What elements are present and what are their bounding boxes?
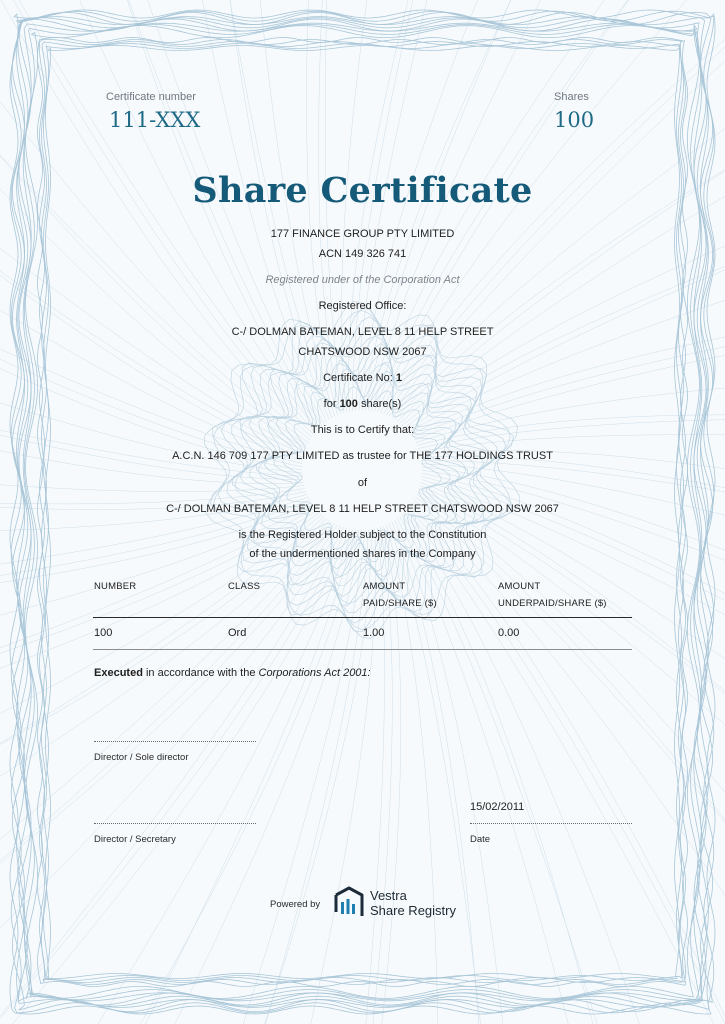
executed-statement — [94, 667, 371, 679]
company-address-line2: CHATSWOOD NSW 2067 — [298, 346, 427, 358]
column-header-class: CLASS — [228, 581, 261, 592]
for-suffix: share(s) — [357, 398, 402, 410]
of-text: of — [357, 477, 368, 489]
certify-text: This is to Certify that: — [310, 424, 415, 436]
certificate-no-value: 1 — [395, 372, 402, 384]
company-acn: ACN 149 326 741 — [318, 248, 407, 260]
column-header-underpaid: AMOUNT UNDERPAID/SHARE ($) — [498, 581, 607, 609]
shares-label: Shares — [554, 91, 589, 103]
table-header-divider — [93, 617, 632, 618]
executed-bold: Executed — [94, 667, 143, 679]
company-address-line1: C-/ DOLMAN BATEMAN, LEVEL 8 11 HELP STREET — [231, 326, 494, 338]
director-signature-line[interactable] — [94, 741, 256, 742]
certificate-number-value: 111-XXX — [109, 108, 201, 132]
cell-class: Ord — [228, 627, 247, 639]
secretary-label: Director / Secretary — [94, 834, 176, 845]
column-header-number: NUMBER — [94, 581, 137, 592]
date-label: Date — [470, 834, 491, 845]
table-bottom-divider — [93, 649, 632, 650]
registered-under: Registered under of the Corporation Act — [265, 274, 460, 286]
secretary-signature-line[interactable] — [94, 823, 256, 824]
cell-number: 100 — [94, 627, 113, 639]
cell-paid: 1.00 — [363, 627, 385, 639]
certificate-no-prefix: Certificate No: — [323, 372, 396, 384]
brand-name — [370, 888, 456, 918]
certificate-no — [0, 372, 725, 384]
date-line — [470, 823, 632, 824]
holder-name: A.C.N. 146 709 177 PTY LIMITED as trustee for THE 177 HOLDINGS TRUST — [172, 450, 553, 462]
holder-address: C-/ DOLMAN BATEMAN, LEVEL 8 11 HELP STREET CHATSWOOD NSW 2067 — [166, 503, 559, 515]
cell-underpaid: 0.00 — [498, 627, 520, 639]
date-value: 15/02/2011 — [470, 801, 525, 813]
brand-line2: Share Registry — [370, 903, 456, 918]
for-prefix: for — [323, 398, 340, 410]
company-name: 177 FINANCE GROUP PTY LIMITED — [270, 228, 455, 240]
holder-line2: of the undermentioned shares in the Company — [249, 548, 476, 560]
powered-by-label: Powered by — [270, 899, 321, 910]
act-name: Corporations Act 2001: — [258, 667, 371, 679]
vestra-logo-icon — [333, 886, 365, 918]
share-count-line — [0, 398, 725, 410]
registered-office-label: Registered Office: — [318, 300, 407, 312]
certificate-number-label: Certificate number — [106, 91, 196, 103]
holder-line1: is the Registered Holder subject to the Constitution — [238, 529, 487, 541]
share-count-value: 100 — [339, 398, 358, 410]
brand-line1: Vestra — [370, 888, 407, 903]
executed-mid: in accordance with the — [142, 667, 259, 679]
page-title: Share Certificate — [192, 170, 533, 211]
director-label: Director / Sole director — [94, 752, 189, 763]
shares-value: 100 — [554, 108, 595, 132]
column-header-paid: AMOUNT PAID/SHARE ($) — [363, 581, 437, 609]
